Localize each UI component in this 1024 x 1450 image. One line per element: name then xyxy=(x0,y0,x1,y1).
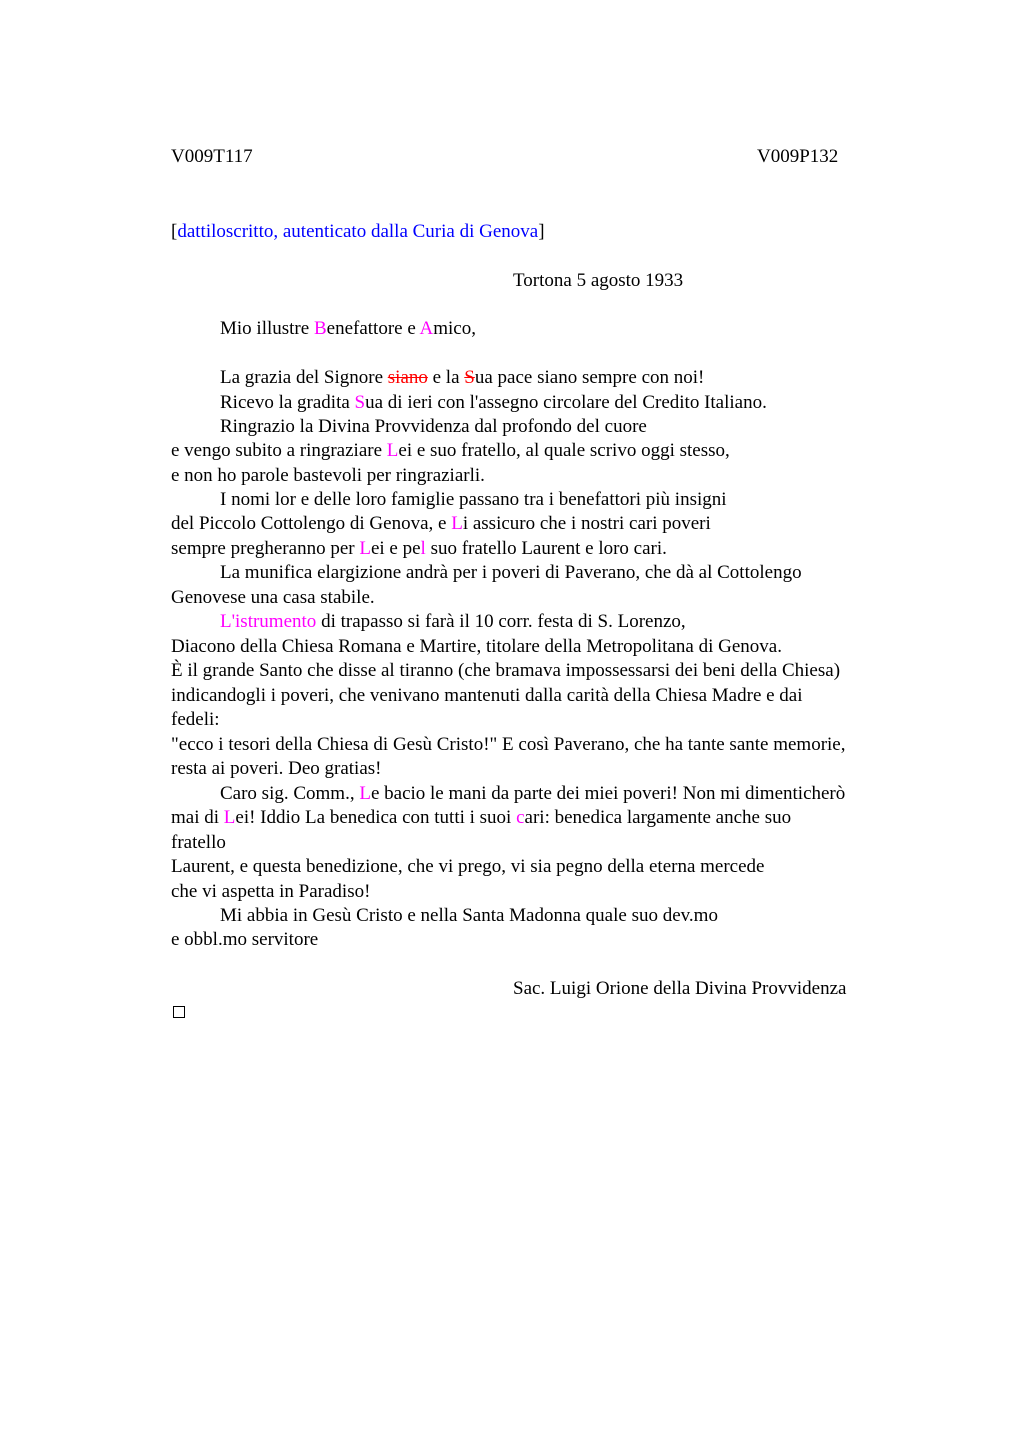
letter-line: Mi abbia in Gesù Cristo e nella Santa Madonna quale suo dev.mo xyxy=(220,905,718,926)
letter-line: indicandogli i poveri, che venivano mantenuti dalla carità della Chiesa Madre e dai xyxy=(171,685,803,706)
letter-line: e vengo subito a ringraziare Lei e suo fratello, al quale scrivo oggi stesso, xyxy=(171,440,730,461)
letter-line: e obbl.mo servitore xyxy=(171,929,319,950)
dateline: Tortona 5 agosto 1933 xyxy=(513,270,684,291)
letter-line: fedeli: xyxy=(171,709,220,730)
letter-line: Caro sig. Comm., Le bacio le mani da parte dei miei poveri! Non mi dimenticherò xyxy=(220,783,846,804)
document-id-left: V009T117 xyxy=(171,146,253,167)
letter-line: Laurent, e questa benedizione, che vi prego, vi sia pegno della eterna mercede xyxy=(171,856,765,877)
salutation: Mio illustre Benefattore e Amico, xyxy=(220,318,476,339)
letter-line: Diacono della Chiesa Romana e Martire, titolare della Metropolitana di Genova. xyxy=(171,636,782,657)
letter-line: resta ai poveri. Deo gratias! xyxy=(171,758,382,779)
letter-line: L'istrumento di trapasso si farà il 10 corr. festa di S. Lorenzo, xyxy=(220,611,686,632)
letter-line: La munifica elargizione andrà per i poveri di Paverano, che dà al Cottolengo xyxy=(220,562,802,583)
checkbox-icon xyxy=(173,1006,185,1018)
letter-line: Genovese una casa stabile. xyxy=(171,587,375,608)
letter-line: fratello xyxy=(171,832,226,853)
letter-line: sempre pregheranno per Lei e pel suo fratello Laurent e loro cari. xyxy=(171,538,667,559)
letter-line: La grazia del Signore siano e la Sua pace siano sempre con noi! xyxy=(220,367,705,388)
letter-line: "ecco i tesori della Chiesa di Gesù Cristo!" E così Paverano, che ha tante sante memorie, xyxy=(171,734,846,755)
letter-line: mai di Lei! Iddio La benedica con tutti i suoi cari: benedica largamente anche suo xyxy=(171,807,792,828)
letter-line: Ricevo la gradita Sua di ieri con l'assegno circolare del Credito Italiano. xyxy=(220,392,767,413)
letter-line: È il grande Santo che disse al tiranno (che bramava impossessarsi dei beni della Chiesa) xyxy=(171,660,841,681)
letter-line: Ringrazio la Divina Provvidenza dal profondo del cuore xyxy=(220,416,647,437)
signature: Sac. Luigi Orione della Divina Provvidenza xyxy=(513,978,847,999)
source-note: [dattiloscritto, autenticato dalla Curia di Genova] xyxy=(171,221,545,242)
document-id-right: V009P132 xyxy=(757,146,839,167)
letter-line: I nomi lor e delle loro famiglie passano tra i benefattori più insigni xyxy=(220,489,727,510)
letter-line: che vi aspetta in Paradiso! xyxy=(171,881,371,902)
letter-line: e non ho parole bastevoli per ringraziarli. xyxy=(171,465,485,486)
letter-line: del Piccolo Cottolengo di Genova, e Li assicuro che i nostri cari poveri xyxy=(171,513,711,534)
